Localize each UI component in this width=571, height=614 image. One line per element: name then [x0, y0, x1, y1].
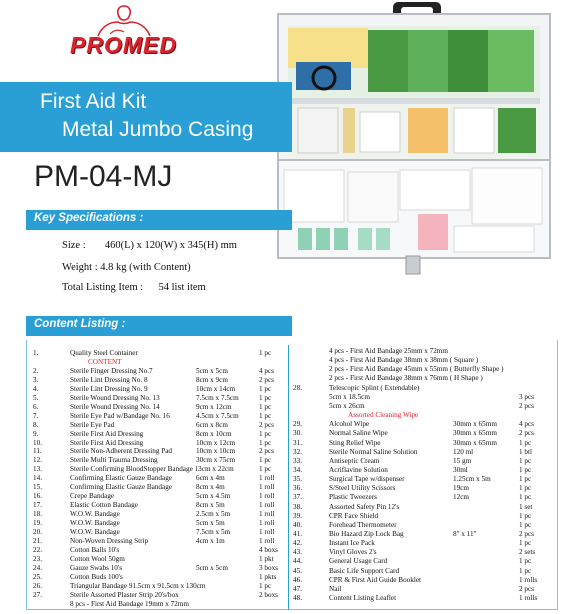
item-number: 11. — [33, 447, 42, 456]
item-name: Sterile Confirming BloodStopper Bandage 13cm x 22cm — [70, 465, 234, 474]
item-quantity: 1 btl — [519, 447, 532, 456]
item-quantity: 1 roll — [259, 510, 275, 519]
item-name: Assorted Cleaning Wipe — [348, 411, 419, 420]
content-list-item — [33, 501, 283, 510]
item-number: 48. — [293, 594, 302, 603]
item-name: W.O.W. Bandage — [70, 519, 120, 528]
item-name: Elastic Cotton Bandage — [70, 501, 138, 510]
content-list-item — [33, 510, 283, 519]
item-size: 2.5cm x 5m — [196, 510, 231, 519]
item-name: Sterile Wound Dressing No. 14 — [70, 402, 160, 411]
content-list-item — [293, 539, 543, 548]
item-name: Normal Saline Wipe — [329, 429, 388, 438]
content-list-item — [293, 530, 543, 539]
item-number: 16. — [33, 492, 42, 501]
item-size: 9cm x 12cm — [196, 402, 232, 411]
content-list-item — [293, 374, 543, 383]
item-quantity: 1 pc — [519, 484, 532, 493]
item-quantity: 1 roll — [259, 519, 275, 528]
item-name: Gauze Swabs 10's — [70, 563, 122, 572]
content-list-item — [33, 591, 283, 600]
item-name: CPR Face Shield — [329, 511, 379, 520]
key-specifications-title: Key Specifications : — [34, 212, 144, 224]
item-name: Instant Ice Pack — [329, 539, 375, 548]
item-quantity: 1 pc — [259, 349, 272, 357]
item-quantity: 1 pkts — [259, 572, 277, 581]
item-number: 37. — [293, 493, 302, 502]
spec-total-label: Total Listing Item : — [62, 282, 144, 293]
item-name: Plastic Tweezers — [329, 493, 377, 502]
item-quantity: 4 pcs — [259, 366, 274, 375]
item-size: 30cm x 75cm — [196, 456, 236, 465]
content-list-item — [293, 347, 543, 356]
item-name: Cotton Buds 100's — [70, 572, 123, 581]
logo-wordmark: PROMED — [70, 32, 177, 58]
item-size: 10cm x 10cm — [196, 447, 236, 456]
item-number: 20. — [33, 528, 42, 536]
item-size: 30mm x 65mm — [453, 429, 497, 438]
item-size: 10cm x 14cm — [196, 384, 236, 393]
item-name: Sterile Eye Pad — [70, 420, 115, 429]
key-specifications-header — [26, 210, 292, 230]
content-list-item — [293, 548, 543, 557]
item-name: 5cm x 26cm — [329, 401, 365, 410]
content-list-item — [293, 420, 543, 429]
item-name: Quality Steel Container — [70, 349, 138, 357]
item-number: 28. — [293, 383, 302, 392]
item-quantity: 1 pc — [259, 456, 272, 465]
content-list-item — [293, 567, 543, 576]
item-number: 13. — [33, 465, 42, 474]
item-number: 42. — [293, 539, 302, 548]
content-list-item — [293, 557, 543, 566]
content-list-item — [33, 349, 283, 358]
spec-size-value: 460(L) x 120(W) x 345(H) mm — [104, 240, 237, 251]
item-name: Sterile Assorted Plaster Strip 20's/box — [70, 590, 179, 599]
item-name: Confirming Elastic Gauze Bandage — [70, 474, 172, 483]
column-divider — [288, 345, 289, 610]
content-list-item — [33, 465, 283, 474]
item-quantity: 1 pc — [519, 493, 532, 502]
item-quantity: 1 pc — [519, 511, 532, 520]
content-list-item — [33, 358, 283, 367]
item-name: CONTENT — [88, 357, 122, 366]
item-name: Confirming Elastic Gauze Bandage — [70, 483, 172, 492]
item-number: 25. — [33, 572, 42, 581]
content-list-item — [293, 484, 543, 493]
item-quantity: 2 pcs — [259, 420, 274, 429]
item-number: 34. — [293, 465, 302, 474]
item-quantity: 1 pc — [519, 566, 532, 575]
item-number: 3. — [33, 375, 39, 384]
item-quantity: 1 roll — [259, 536, 275, 545]
content-list-item — [293, 512, 543, 521]
item-number: 39. — [293, 511, 302, 520]
item-name: Sterile Non-Adherent Dressing Pad — [70, 447, 173, 456]
item-size: 8cm x 5m — [196, 501, 225, 510]
item-number: 2. — [33, 366, 39, 375]
item-name: Sterile First Aid Dressing — [70, 438, 144, 447]
item-size: 7.5cm x 7.5cm — [196, 393, 239, 402]
item-name: Triangular Bandage 91.5cm x 91.5cm x 130cm — [70, 581, 206, 590]
content-list-item — [33, 528, 283, 537]
item-quantity: 2 boxs — [259, 590, 278, 599]
promed-logo — [70, 2, 220, 62]
item-size: 1.25cm x 5m — [453, 475, 491, 484]
item-number: 12. — [33, 456, 42, 465]
content-list-item — [293, 503, 543, 512]
item-number: 26. — [33, 581, 42, 590]
item-number: 32. — [293, 447, 302, 456]
content-list-item — [293, 475, 543, 484]
item-size: 30mm x 65mm — [453, 420, 497, 429]
item-name: Acriflavine Solution — [329, 465, 388, 474]
item-name: 4 pcs - First Aid Bandage 25mm x 72mm — [329, 347, 448, 355]
item-name: Nail — [329, 584, 342, 593]
content-list-item — [33, 439, 283, 448]
item-quantity: 2 pcs — [519, 584, 534, 593]
item-name: Bio Hazard Zip Lock Bag — [329, 530, 404, 538]
item-quantity: 1 pc — [519, 539, 532, 548]
spec-weight: Weight : 4.8 kg (with Content) — [62, 262, 191, 273]
item-number: 29. — [293, 420, 302, 429]
content-list-item — [293, 521, 543, 530]
item-quantity: 1 rolls — [519, 594, 538, 603]
item-number: 27. — [33, 590, 42, 599]
item-quantity: 1 pc — [519, 557, 532, 566]
item-quantity: 1 rolls — [519, 575, 538, 584]
item-name: 2 pcs - First Aid Bandage 45mm x 55mm ( Butterfly Shape ) — [329, 365, 504, 374]
item-number: 22. — [33, 545, 42, 554]
item-name: W.O.W. Bandage — [70, 510, 120, 519]
item-name: Forehead Thermometer — [329, 520, 397, 529]
item-name: Vinyl Gloves 2's — [329, 548, 377, 557]
content-list-item — [33, 483, 283, 492]
item-size: 30ml — [453, 465, 468, 474]
item-name: S/Steel Utility Scissors — [329, 484, 396, 493]
item-quantity: 1 pc — [519, 438, 532, 447]
item-size: 30mm x 65mm — [453, 438, 497, 447]
item-number: 4. — [33, 384, 39, 393]
item-size: 5cm x 5cm — [196, 366, 228, 375]
item-quantity: 1 pc — [519, 465, 532, 474]
content-list-item — [293, 356, 543, 365]
item-quantity: 1 pc — [259, 438, 272, 447]
item-name: 5cm x 18.5cm — [329, 392, 370, 401]
item-quantity: 1 pc — [259, 429, 272, 438]
item-quantity: 1 roll — [259, 483, 275, 492]
item-quantity: 1 roll — [259, 474, 275, 483]
item-name: Sterile Lint Dressing No. 9 — [70, 384, 148, 393]
item-name: Sterile Multi Trauma Dressing — [70, 456, 158, 465]
item-size: 6cm x 4m — [196, 474, 225, 483]
item-number: 6. — [33, 402, 39, 411]
content-list-item — [33, 519, 283, 528]
item-quantity: 2 pcs — [519, 530, 534, 538]
item-name: Cotton Balls 10's — [70, 545, 120, 554]
item-name: Sterile Normal Saline Solution — [329, 447, 418, 456]
item-quantity: 4 boxs — [259, 545, 278, 554]
spec-size — [62, 240, 237, 251]
item-number: 44. — [293, 557, 302, 566]
item-size: 5cm x 5m — [196, 519, 225, 528]
item-name: Sterile Lint Dressing No. 8 — [70, 375, 148, 384]
item-name: 2 pcs - First Aid Bandage 38mm x 76mm ( H Shape ) — [329, 374, 483, 383]
content-list-item — [293, 594, 543, 603]
item-number: 41. — [293, 530, 302, 538]
item-name: Telescopic Splint ( Extendable) — [329, 383, 420, 392]
content-list-item — [33, 456, 283, 465]
item-size: 7.5cm x 5m — [196, 528, 231, 536]
content-list-item — [293, 365, 543, 374]
content-list-item — [293, 457, 543, 466]
item-quantity: 3 boxs — [259, 563, 278, 572]
item-number: 14. — [33, 474, 42, 483]
item-name: W.O.W. Bandage — [70, 528, 120, 536]
content-list-item — [33, 492, 283, 501]
item-size: 8cm x 10cm — [196, 429, 232, 438]
item-size: 5cm x 4.5m — [196, 492, 231, 501]
content-list-item — [293, 576, 543, 585]
item-size: 4.5cm x 7.5cm — [196, 411, 239, 420]
item-number: 31. — [293, 438, 302, 447]
model-number: PM-04-MJ — [34, 160, 173, 193]
item-quantity: 1 pc — [259, 384, 272, 393]
item-number: 38. — [293, 502, 302, 511]
content-list-item — [33, 600, 283, 609]
content-list-item — [33, 474, 283, 483]
item-name: CPR & First Aid Guide Booklet — [329, 575, 422, 584]
item-quantity: 2 pcs — [259, 447, 274, 456]
item-quantity: 1 pc — [259, 411, 272, 420]
content-list-item — [33, 447, 283, 456]
content-list-item — [293, 393, 543, 402]
item-name: Sterile Eye Pad w/Bandage No. 16 — [70, 411, 170, 420]
item-name: Cotton Wool 50gm — [70, 554, 125, 563]
item-number: 21. — [33, 536, 42, 545]
item-size: 10cm x 12cm — [196, 438, 236, 447]
item-quantity: 4 pcs — [519, 420, 534, 429]
content-list-item — [293, 448, 543, 457]
spec-total-value: 54 list item — [158, 282, 206, 293]
content-list-item — [33, 430, 283, 439]
content-list-item — [293, 493, 543, 502]
item-size: 8cm x 9cm — [196, 375, 228, 384]
content-list-item — [33, 555, 283, 564]
item-quantity: 1 pc — [519, 456, 532, 465]
item-number: 46. — [293, 575, 302, 584]
content-list-item — [293, 585, 543, 594]
content-listing-title: Content Listing : — [34, 318, 126, 330]
item-name: Antiseptic Cream — [329, 456, 380, 465]
item-quantity: 1 set — [519, 502, 533, 511]
item-number: 45. — [293, 566, 302, 575]
item-number: 43. — [293, 548, 302, 557]
content-listing-header — [26, 316, 292, 336]
item-size: 19cm — [453, 484, 469, 493]
item-number: 35. — [293, 475, 302, 484]
content-list-item — [33, 546, 283, 555]
item-name: General Usage Card — [329, 557, 388, 566]
item-number: 9. — [33, 429, 39, 438]
item-number: 33. — [293, 456, 302, 465]
item-quantity: 1 pc — [259, 402, 272, 411]
item-quantity: 3 pcs — [519, 392, 534, 401]
item-quantity: 2 pcs — [519, 401, 534, 410]
item-name: Basic Life Support Card — [329, 566, 400, 575]
item-size: 4cm x 1m — [196, 536, 225, 545]
item-quantity: 2 sets — [519, 548, 536, 557]
item-number: 18. — [33, 510, 42, 519]
item-number: 8. — [33, 420, 39, 429]
content-list-item — [293, 384, 543, 393]
item-quantity: 1 pkt — [259, 554, 274, 563]
item-number: 47. — [293, 584, 302, 593]
item-number: 15. — [33, 483, 42, 492]
hero-title-line2: Metal Jumbo Casing — [62, 118, 254, 141]
item-quantity: 2 pcs — [519, 429, 534, 438]
item-name: Sterile Finger Dressing No.7 — [70, 366, 153, 375]
item-size: 15 gm — [453, 456, 472, 465]
item-name: Non-Woven Dressing Strip — [70, 536, 149, 545]
item-number: 24. — [33, 563, 42, 572]
item-quantity: 1 roll — [259, 501, 275, 510]
item-name: Assorted Safety Pin 12's — [329, 502, 400, 511]
content-list-item — [293, 466, 543, 475]
item-quantity: 1 pc — [259, 465, 272, 474]
item-quantity: 1 roll — [259, 492, 275, 501]
item-number: 1. — [33, 349, 39, 357]
content-list-item — [293, 411, 543, 420]
item-quantity: 2 pcs — [259, 375, 274, 384]
item-quantity: 1 pc — [259, 581, 272, 590]
item-name: Sting Relief Wipe — [329, 438, 381, 447]
item-name: Alcohol Wipe — [329, 420, 370, 429]
content-list-item — [293, 439, 543, 448]
item-number: 5. — [33, 393, 39, 402]
content-list-item — [293, 429, 543, 438]
content-list-item — [293, 402, 543, 411]
content-list-item — [33, 376, 283, 385]
item-number: 10. — [33, 438, 42, 447]
item-number: 19. — [33, 519, 42, 528]
content-list-item — [33, 385, 283, 394]
item-number: 7. — [33, 411, 39, 420]
item-quantity: 1 roll — [259, 528, 275, 536]
first-aid-kit-image — [258, 0, 571, 285]
item-number: 17. — [33, 501, 42, 510]
hero-title-line1: First Aid Kit — [40, 90, 147, 113]
content-list-item — [33, 582, 283, 591]
content-list-item — [33, 537, 283, 546]
content-list-item — [33, 573, 283, 582]
spec-total — [62, 282, 206, 293]
hero-banner — [0, 82, 292, 152]
item-name: Crepe Bandage — [70, 492, 115, 501]
item-name: Sterile First Aid Dressing — [70, 429, 144, 438]
item-size: 120 ml — [453, 447, 474, 456]
content-list-item — [33, 394, 283, 403]
item-size: 8" x 11" — [453, 530, 477, 538]
content-list-item — [33, 403, 283, 412]
spec-size-label: Size : — [62, 240, 86, 251]
item-name: Surgical Tape w/dispenser — [329, 475, 405, 484]
content-list-item — [33, 412, 283, 421]
item-number: 23. — [33, 554, 42, 563]
item-quantity: 1 pc — [519, 475, 532, 484]
content-list-item — [33, 564, 283, 573]
item-size: 12cm — [453, 493, 469, 502]
item-quantity: 1 pc — [259, 393, 272, 402]
item-number: 40. — [293, 520, 302, 529]
content-list-item — [33, 421, 283, 430]
content-list-item — [33, 367, 283, 376]
item-size: 6cm x 8cm — [196, 420, 228, 429]
item-size: 5cm x 5cm — [196, 563, 228, 572]
item-size: 8cm x 4m — [196, 483, 225, 492]
item-number: 30. — [293, 429, 302, 438]
item-quantity: 1 pc — [519, 520, 532, 529]
item-name: Sterile Wound Dressing No. 13 — [70, 393, 160, 402]
item-number: 36. — [293, 484, 302, 493]
item-name: 8 pcs - First Aid Bandage 19mm x 72mm — [70, 599, 189, 608]
item-name: 4 pcs - First Aid Bandage 38mm x 38mm ( Square ) — [329, 356, 479, 365]
item-name: Content Listing Leaflet — [329, 594, 397, 603]
